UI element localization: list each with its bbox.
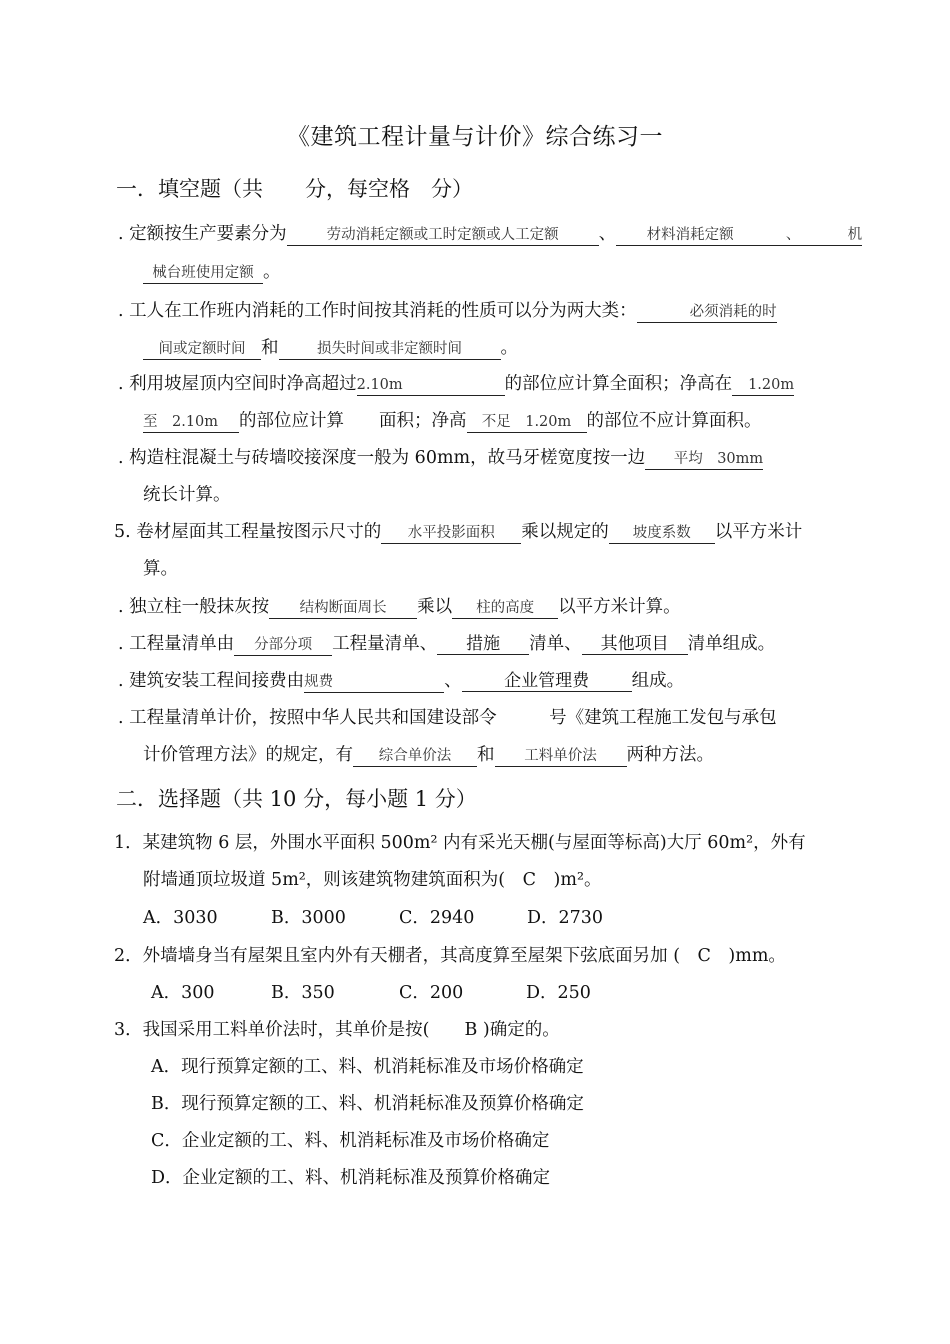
question-line <box>118 595 681 619</box>
option-b: B．3000 <box>271 908 346 928</box>
answer-blank: 分部分项 <box>234 635 332 656</box>
question-text: 清单组成。 <box>687 634 776 654</box>
question-text: . 构造柱混凝土与砖墙咬接深度一般为 60mm，故马牙槎宽度按一边 <box>118 448 646 468</box>
question-line <box>143 483 231 507</box>
question-text: . 工程量清单由 <box>118 634 235 654</box>
question-line <box>118 299 777 323</box>
question-text: 算。 <box>143 559 178 579</box>
question-text: 、 <box>598 224 617 244</box>
question-text: 的部位应计算全面积；净高在 <box>504 374 733 394</box>
question-line <box>143 409 762 433</box>
answer-blank: 材料消耗定额 <box>616 225 764 246</box>
answer-blank: 结构断面周长 <box>269 598 417 619</box>
question-text: . 利用坡屋顶内空间时净高超过 <box>118 374 357 394</box>
answer-blank: 劳动消耗定额或工时定额或人工定额 <box>287 225 599 246</box>
option-b: B．350 <box>271 983 335 1003</box>
option-a: A．300 <box>151 983 215 1003</box>
question-text: 工程量清单、 <box>332 634 438 654</box>
section-heading-fill-blank: 一．填空题（共 分，每空格 分） <box>116 177 473 201</box>
answer-blank: 损失时间或非定额时间 <box>279 339 501 360</box>
answer-blank: 1.20m <box>732 375 794 396</box>
question-line <box>118 372 794 396</box>
question-line: 1．某建筑物 6 层，外围水平面积 500m² 内有采光天棚(与屋面等标高)大厅 60m²，外有 <box>114 833 806 853</box>
question-text: 两种方法。 <box>626 745 714 765</box>
answer-blank: 工料单价法 <box>495 746 627 767</box>
answer-blank: 平均 30mm <box>645 449 763 470</box>
question-text: 乘以规定的 <box>521 522 609 542</box>
question-line <box>118 222 862 246</box>
option-d: D．企业定额的工、料、机消耗标准及预算价格确定 <box>151 1168 551 1188</box>
question-line <box>143 260 281 284</box>
option-c: C．200 <box>399 983 464 1003</box>
question-text: . 建筑安装工程间接费由 <box>118 671 305 691</box>
question-line <box>143 557 178 581</box>
question-text: 以平方米计 <box>714 522 803 542</box>
question-text: 乘以 <box>417 597 453 617</box>
question-text: . 独立柱一般抹灰按 <box>118 597 270 617</box>
answer-blank: 规费 <box>304 672 444 693</box>
answer-blank: 其他项目 <box>582 634 688 655</box>
option-a: A．3030 <box>143 908 218 928</box>
question-text: . 定额按生产要素分为 <box>118 224 287 244</box>
answer-blank: 柱的高度 <box>452 598 558 619</box>
answer-blank: 2.10m <box>357 375 505 396</box>
answer-blank: 坡度系数 <box>609 523 715 544</box>
question-text: 和 <box>261 338 279 358</box>
question-text: 、 <box>444 671 462 691</box>
answer-blank: 械台班使用定额 <box>143 263 263 284</box>
document-title: 《建筑工程计量与计价》综合练习一 <box>287 124 663 150</box>
question-line <box>118 446 763 470</box>
answer-blank: 措施 <box>437 634 529 655</box>
question-text: 以平方米计算。 <box>558 597 681 617</box>
answer-blank: 必须消耗的时 <box>637 302 777 323</box>
option-d: D．250 <box>526 983 591 1003</box>
question-text: 清单、 <box>529 634 582 654</box>
question-text: 。 <box>500 338 518 358</box>
question-text: 。 <box>263 262 281 282</box>
question-line: 2．外墙墙身当有屋架且室内外有天棚者，其高度算至屋架下弦底面另加 ( C )mm。 <box>114 946 786 966</box>
question-text: 组成。 <box>631 671 685 691</box>
answer-blank: 不足 1.20m <box>467 412 587 433</box>
question-text: 计价管理方法》的规定，有 <box>143 745 353 765</box>
answer-blank: 机 <box>822 225 862 246</box>
question-line <box>114 520 802 544</box>
question-text: 的部位不应计算面积。 <box>586 411 762 431</box>
question-text: 和 <box>477 745 495 765</box>
question-line: 附墙通顶垃圾道 5m²，则该建筑物建筑面积为( C )m²。 <box>143 870 602 890</box>
section-heading-multiple-choice: 二．选择题（共 10 分，每小题 1 分） <box>116 787 477 811</box>
question-line: . 工程量清单计价，按照中华人民共和国建设部令 号《建筑工程施工发包与承包 <box>118 708 777 728</box>
option-a: A．现行预算定额的工、料、机消耗标准及市场价格确定 <box>151 1057 584 1077</box>
answer-blank: 水平投影面积 <box>381 523 521 544</box>
answer-blank: 至 2.10m <box>143 412 239 433</box>
option-c: C．2940 <box>399 908 475 928</box>
question-line <box>143 336 518 360</box>
question-text: 5. 卷材屋面其工程量按图示尺寸的 <box>114 522 382 542</box>
option-d: D．2730 <box>527 908 604 928</box>
question-text: 统长计算。 <box>143 485 231 505</box>
question-line <box>118 669 684 693</box>
answer-blank: 企业管理费 <box>462 671 632 692</box>
question-line <box>118 632 775 656</box>
question-text: 的部位应计算 面积；净高 <box>239 411 467 431</box>
question-text: . 工人在工作班内消耗的工作时间按其消耗的性质可以分为两大类： <box>118 301 637 321</box>
option-row <box>151 981 591 1005</box>
question-line: 3．我国采用工料单价法时，其单价是按( B )确定的。 <box>114 1020 560 1040</box>
answer-blank: 综合单价法 <box>353 746 477 767</box>
option-c: C．企业定额的工、料、机消耗标准及市场价格确定 <box>151 1131 550 1151</box>
option-row <box>143 906 603 930</box>
option-b: B．现行预算定额的工、料、机消耗标准及预算价格确定 <box>151 1094 584 1114</box>
question-line <box>143 743 714 767</box>
answer-blank: 间或定额时间 <box>143 339 261 360</box>
answer-blank: 、 <box>764 225 822 246</box>
